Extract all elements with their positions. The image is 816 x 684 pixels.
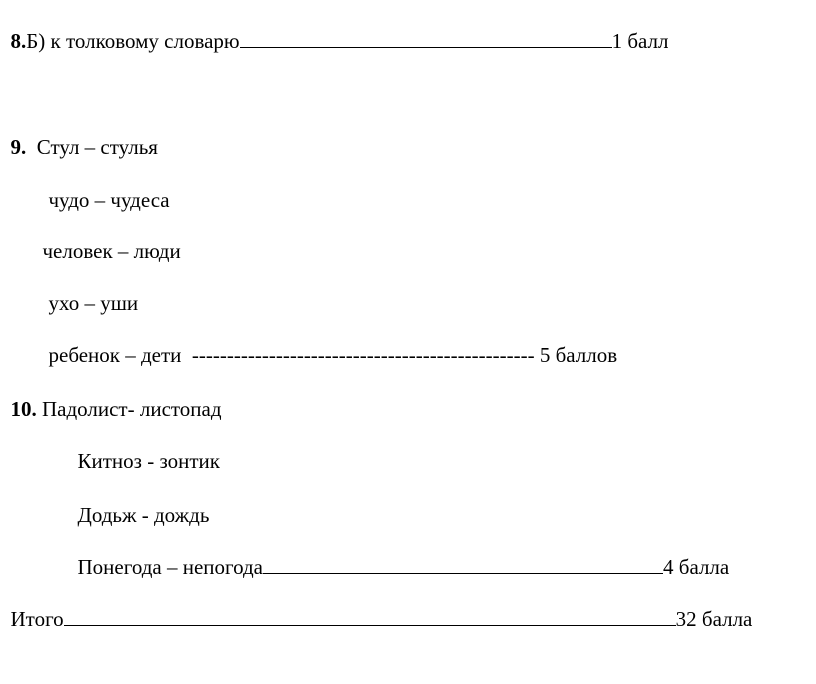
item-10-pair-3: Додьж - дождь — [77, 503, 210, 527]
item-8-number: 8. — [10, 29, 27, 53]
item-9-pair-line — [38, 264, 138, 316]
total-score: 32 балла — [675, 607, 753, 631]
item-9-pair-line — [38, 161, 170, 213]
item-10-pair-line — [67, 528, 729, 580]
item-9-pair-line — [32, 212, 181, 264]
item-9-pair-1: Стул – стулья — [36, 135, 158, 159]
item-9-dash-leader: ------------------------------------------------- — [191, 343, 535, 367]
item-10-pair-4: Понегода – непогода — [77, 555, 264, 579]
item-10-pair-line — [67, 476, 209, 528]
item-9-pair-2: чудо – чудеса — [48, 188, 170, 212]
answer-rule — [263, 555, 663, 574]
item-10-pair-1: Падолист- листопад — [42, 397, 222, 421]
answer-rule — [64, 607, 676, 626]
answer-rule — [240, 29, 612, 48]
item-9-pair-4: ухо – уши — [48, 291, 139, 315]
total-label: Итого — [10, 607, 64, 631]
item-10-score: 4 балла — [663, 555, 730, 579]
item-9-pair-line — [38, 316, 617, 368]
item-10-number: 10. — [10, 397, 37, 421]
item-10-pair-line — [67, 422, 220, 474]
item-9-line — [0, 108, 158, 160]
item-9-pair-3: человек – люди — [42, 239, 181, 263]
item-8-text: Б) к толковому словарю — [26, 29, 240, 53]
item-9-number: 9. — [10, 135, 27, 159]
item-10-line — [0, 370, 222, 422]
item-9-pair-5: ребенок – дети — [48, 343, 182, 367]
item-8-score: 1 балл — [611, 29, 669, 53]
total-line — [0, 580, 752, 632]
item-9-score: 5 баллов — [539, 343, 618, 367]
item-10-pair-2: Китноз - зонтик — [77, 449, 220, 473]
item-8-line — [0, 2, 669, 54]
